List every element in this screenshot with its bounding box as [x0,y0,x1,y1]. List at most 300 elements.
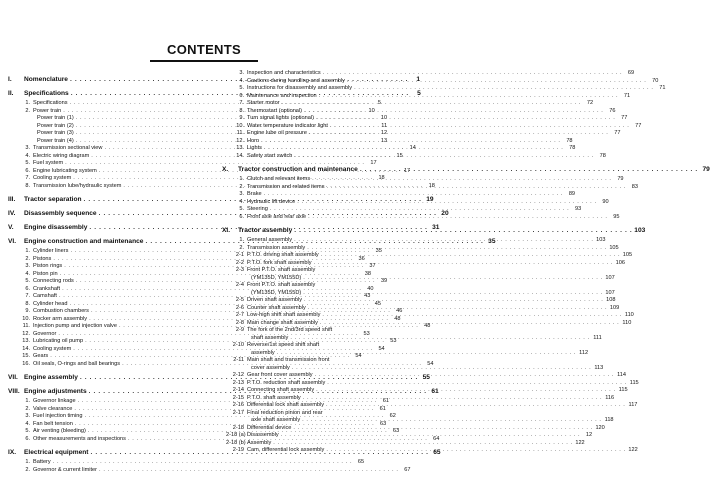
entry-page-number: 70 [652,77,659,84]
entry-page-number: 37 [369,263,376,269]
dot-leader [327,380,626,388]
toc-entry [222,289,615,298]
entry-number: 12. [22,330,30,337]
entry-number: 2-10 [232,342,244,348]
dot-leader [314,260,613,268]
entry-title: Connecting shaft assembly [247,387,315,393]
entry-number: IX. [8,449,17,456]
entry-page-number: 48 [424,323,431,329]
entry-page-number: 122 [575,439,585,446]
entry-number: X. [222,166,229,173]
entry-number: 1. [25,100,30,106]
entry-page-number: 65 [433,449,441,456]
toc-entry [222,122,642,131]
entry-page-number: 117 [628,402,638,408]
entry-number: 4. [239,77,244,84]
entry-page-number: 61 [379,405,386,412]
dot-leader [277,350,576,358]
toc-entry [222,267,406,275]
entry-page-number: 12 [380,130,388,136]
entry-number: 1. [239,237,244,243]
toc-entry [222,107,616,116]
entry-page-number: 35 [488,238,496,245]
entry-title: Governor linkage [33,398,76,404]
entry-number: 2-1 [235,252,244,258]
entry-number: 3. [239,191,244,197]
entry-title: Main shaft and transmission front [247,357,330,363]
entry-title: Lights [247,145,262,151]
entry-page-number: 110 [622,319,632,326]
entry-page-number: 105 [609,244,619,251]
dot-leader [327,184,626,192]
toc-entry [222,92,631,101]
entry-title: Cautions during handling and assembly [247,77,345,84]
entry-page-number: 31 [432,224,440,231]
dot-leader [360,166,698,174]
entry-number: I. [8,76,12,83]
entry-title: Engine lubricating system [33,167,97,174]
toc-entry [222,327,406,335]
entry-number: 16. [22,360,30,367]
entry-title: Differential lock shaft assembly [247,402,324,408]
entry-number: 1. [25,248,30,254]
entry-page-number: 116 [605,394,615,401]
entry-title: Engine disassembly [24,224,88,231]
entry-title: Transmission assembly [247,244,306,251]
entry-page-number: 69 [627,70,635,76]
entry-title: Governor [33,330,57,337]
entry-page-number: 77 [621,115,628,121]
dot-leader [304,297,603,305]
entry-title: Battery [33,459,51,465]
entry-page-number: 38 [364,270,371,277]
entry-number: 4. [25,270,30,277]
entry-page-number: 39 [380,278,388,284]
entry-page-number: 103 [596,237,606,243]
entry-title: Disassembly [247,432,279,438]
dot-leader [312,176,611,184]
entry-page-number: 40 [367,285,374,292]
entry-title: Low-high shift shaft assembly [247,312,321,318]
entry-title: Rocker arm assembly [33,315,88,322]
entry-page-number: 63 [380,420,387,427]
entry-title: Transmission lube/hydraulic system [33,182,122,189]
entry-number: 2-9 [235,327,244,333]
entry-page-number: 18 [378,175,385,181]
entry-page-number: 5 [377,100,381,106]
entry-title: Clutch and relevant items [247,176,311,182]
entry-page-number: 115 [618,387,628,393]
entry-number: 4. [239,198,244,205]
entry-page-number: 103 [634,227,646,234]
entry-page-number: 48 [394,315,401,322]
entry-page-number: 54 [427,360,434,367]
entry-page-number: 20 [441,210,449,217]
entry-number: 2. [25,255,30,262]
entry-number: 2-2 [235,259,244,266]
dot-leader [326,447,625,455]
entry-page-number: 71 [659,85,666,91]
toc-entry [222,100,594,108]
entry-title: Fuel injection timing [33,413,83,419]
entry-title: Differential device [247,424,292,431]
dot-leader [297,199,596,207]
entry-title: Electrical equipment [24,449,89,456]
entry-number: VIII. [8,388,20,395]
entry-page-number: 122 [628,447,638,453]
entry-title: Governor & current limiter [33,466,98,473]
entry-number: 6. [239,213,244,220]
toc-entry [222,304,620,313]
dot-leader [321,252,620,260]
entry-title: (YM135D, YM155D) [251,289,302,296]
toc-entry [222,115,628,123]
entry-page-number: 63 [393,428,400,434]
entry-number: 6. [25,285,30,292]
entry-number: 3. [25,145,30,151]
entry-page-number: 113 [594,364,604,371]
entry-number: 2-3 [235,267,244,273]
entry-page-number: 105 [622,252,633,258]
entry-title: Tractor assembly [238,227,293,234]
entry-title: Power train [33,107,62,114]
entry-title: Final reduction pinion and rear [247,409,323,416]
entry-title: Front P.T.O. shaft assembly [247,267,316,273]
entry-page-number: 111 [593,334,602,341]
toc-entry [222,85,666,93]
entry-number: 11. [22,323,30,329]
entry-number: II. [8,90,14,97]
entry-title: Cylinder liners [33,248,69,254]
entry-number: 2. [239,183,244,190]
entry-title: Connecting rods [33,278,74,284]
toc-entry [222,274,615,283]
entry-number: 2-12 [232,372,244,378]
dot-leader [270,206,569,214]
dot-leader [354,85,653,93]
entry-page-number: 107 [605,274,615,281]
toc-entry [222,176,624,184]
entry-number: 7. [239,100,244,106]
entry-title: Specifications [24,90,69,97]
toc-entry [222,402,638,410]
dot-leader [319,93,618,101]
entry-page-number: 79 [702,166,710,173]
entry-title: Horn [247,137,260,144]
entry-title: Cooling system [33,345,72,352]
entry-title: Driven shaft assembly [247,297,303,303]
entry-number: 14. [22,345,30,352]
entry-title: Other measurements and inspections [33,435,126,442]
entry-page-number: 72 [586,100,594,106]
entry-title: P.T.O. driving shaft assembly [247,252,319,258]
entry-page-number: 107 [605,289,615,296]
entry-number: 5. [25,278,30,284]
dot-leader [294,237,593,245]
entry-title: Piston pin [33,270,58,277]
entry-page-number: 45 [374,300,381,307]
entry-title: Piston rings [33,263,63,269]
entry-page-number: 77 [614,130,621,136]
entry-number: 4. [25,420,30,427]
entry-page-number: 35 [375,248,382,254]
entry-number: 2-19 [232,447,244,453]
entry-title: P.T.O. fork shaft assembly [247,259,312,266]
entry-title: Front axle and rear axle [247,213,307,220]
entry-title: (YM135D, YM155D) [251,274,302,281]
dot-leader [290,335,589,343]
entry-number: 10. [236,122,244,129]
entry-page-number: 95 [613,213,620,220]
entry-number: 6. [25,167,30,174]
entry-title: Fan belt tension [33,420,73,427]
entry-title: cover assembly [251,364,290,371]
entry-number: 2-6 [235,304,244,311]
entry-number: 2. [25,107,30,114]
dot-leader [322,312,621,320]
entry-page-number: 14 [409,145,416,151]
toc-entry [222,394,615,403]
entry-title: Reverse/1st speed shift shaft [247,342,320,348]
entry-title: Oil seals, O-rings and ball bearings [33,360,121,367]
dot-leader [273,440,572,448]
toc-entry [222,379,639,388]
entry-page-number: 65 [357,459,365,465]
toc-entry [222,70,635,78]
entry-number: XI. [222,227,231,234]
entry-page-number: 106 [615,259,625,266]
entry-title: Lubricating oil pump [33,338,84,344]
toc-entry [222,297,616,305]
entry-title: Instructions for disassembly and assembly [247,85,353,91]
entry-number: 2-7 [235,312,244,318]
toc-entry [8,459,365,467]
entry-page-number: 93 [575,206,582,212]
entry-title: Assembly [247,439,272,446]
entry-number: 5. [239,85,244,91]
entry-number: 11. [236,130,244,136]
dot-leader [315,372,614,380]
entry-title: Thermostart (optional) [247,107,303,114]
toc-entry [222,252,633,260]
entry-number: 2-16 [232,402,244,408]
entry-page-number: 15 [396,152,403,159]
entry-number: 13. [236,145,244,151]
entry-title: Crankshaft [33,285,61,292]
dot-leader [316,387,615,395]
entry-title: axle shaft assembly [251,417,301,423]
entry-number: 2-18 (a) [226,432,246,438]
entry-number: 2. [25,405,30,412]
entry-page-number: 120 [595,424,605,431]
dot-leader [293,425,592,433]
toc-entry [8,160,377,168]
dot-leader [264,191,563,199]
dot-leader [316,115,615,123]
toc-entry [222,77,659,86]
entry-number: 9. [239,115,244,121]
dot-leader [320,320,619,328]
entry-number: 10. [22,315,30,322]
entry-title: Brake [247,191,262,197]
entry-page-number: 89 [568,191,576,197]
entry-page-number: 17 [403,167,411,174]
dot-leader [303,275,602,283]
entry-number: 13. [22,338,30,344]
entry-number: 7. [25,175,30,181]
entry-number: 5. [239,206,244,212]
entry-title: Turn signal lights (optional) [247,115,314,121]
entry-title: P.T.O. shaft assembly [247,394,301,401]
entry-page-number: 11 [381,122,388,129]
entry-number: 2. [25,466,30,473]
title-underline [150,60,258,62]
entry-number: 5. [25,160,30,166]
entry-page-number: 13 [380,137,388,144]
entry-title: General assembly [247,237,293,243]
entry-page-number: 19 [426,196,434,203]
entry-title: Air venting (bleeding) [33,428,86,434]
dot-leader [304,108,603,116]
entry-number: 2-5 [235,297,244,303]
entry-title: Main change shaft assembly [247,319,318,326]
entry-number: V. [8,224,14,231]
entry-number: 8. [25,300,30,307]
entry-title: Tractor construction and maintenance [238,166,358,173]
entry-page-number: 53 [390,338,397,344]
entry-title: Safety start switch [247,152,293,159]
entry-number: III. [8,196,16,203]
entry-title: Engine adjustments [24,388,87,395]
entry-number: 2. [239,244,244,251]
entry-page-number: 110 [624,312,634,318]
dot-leader [294,227,632,235]
entry-title: Engine assembly [24,374,78,381]
dot-leader [307,245,606,253]
entry-title: assembly [251,349,275,356]
toc-entry [222,424,605,433]
entry-title: Gears [33,353,49,359]
toc-entry [222,364,604,373]
entry-page-number: 112 [579,349,589,356]
entry-number: 3. [25,263,30,269]
entry-number: 1. [25,459,30,465]
entry-number: 2-14 [232,387,244,393]
entry-title: Gear front cover assembly [247,372,313,378]
entry-page-number: 71 [623,92,631,99]
entry-number: 3. [25,413,30,419]
entry-title: The fork of the 2nd/3rd speed shift [247,327,333,333]
toc-entry [222,439,585,448]
toc-entry [222,191,576,199]
entry-number: 5. [25,428,30,434]
entry-page-number: 114 [617,372,627,378]
entry-page-number: 83 [631,183,638,190]
toc-entry [222,137,573,146]
entry-page-number: 55 [422,374,430,381]
dot-leader [281,432,580,440]
entry-number: 2-17 [232,409,244,416]
entry-number: 14. [236,152,244,159]
entry-page-number: 53 [363,330,370,337]
entry-page-number: 61 [431,388,439,395]
entry-page-number: 77 [635,122,642,129]
entry-title: Steering [247,206,268,212]
entry-page-number: 67 [404,466,411,473]
entry-title: Pistons [33,255,52,262]
dot-leader [261,138,560,146]
entry-title: Camshaft [33,293,57,299]
toc-entry [222,349,589,358]
toc-entry [222,152,606,161]
toc-entry [222,334,602,343]
dot-leader [308,305,607,313]
entry-title: Hydraulic lift device [247,198,296,205]
dot-leader [302,417,601,425]
toc-entry [222,282,406,290]
entry-page-number: 76 [609,107,616,114]
toc-entry [222,417,614,425]
entry-title: Cylinder head [33,300,68,307]
toc-entry [222,130,621,138]
entry-page-number: 61 [382,398,390,404]
entry-title: Injection pump and injection valve [33,323,117,329]
entry-title: Nomenclature [24,76,68,83]
entry-number: 2-18 (b) [226,439,246,446]
toc-entry [222,357,406,365]
toc-entry [222,244,619,253]
entry-title: Counter shaft assembly [247,304,306,311]
entry-page-number: 5 [417,90,421,97]
dot-leader [347,78,646,86]
dot-leader [294,153,593,161]
entry-page-number: 64 [433,435,440,442]
toc-entry [222,312,634,320]
entry-page-number: 79 [617,176,624,182]
entry-number: 4. [25,152,30,159]
page-title: CONTENTS [167,42,241,57]
entry-number: 2-11 [233,357,244,363]
dot-leader [264,145,563,153]
entry-title: Inspection and characteristics [247,70,321,76]
dot-leader [53,459,352,467]
entry-title: Power train (4) [37,137,74,144]
entry-number: 8. [25,182,30,189]
entry-page-number: 10 [380,115,388,121]
entry-title: Engine lube oil pressure [247,130,308,136]
dot-leader [303,395,602,403]
entry-page-number: 36 [358,255,365,262]
entry-title: Transmission and related items [247,183,325,190]
entry-title: Valve clearance [33,405,73,412]
entry-page-number: 46 [396,308,403,314]
entry-number: 1. [25,398,30,404]
dot-leader [303,290,602,298]
entry-title: Tractor separation [24,196,82,203]
entry-title: Cam, differential lock assembly [247,447,325,453]
entry-title: Cooling system [33,175,72,181]
entry-title: Starter motor [247,100,280,106]
entry-number: 6. [25,435,30,442]
entry-number: 2-4 [235,282,244,288]
dot-leader [326,402,625,410]
dot-leader [292,365,591,373]
entry-number: 2-8 [235,319,244,326]
entry-page-number: 109 [609,304,620,311]
dot-leader [99,467,398,475]
entry-number: VI. [8,238,17,245]
entry-page-number: 78 [569,145,576,151]
